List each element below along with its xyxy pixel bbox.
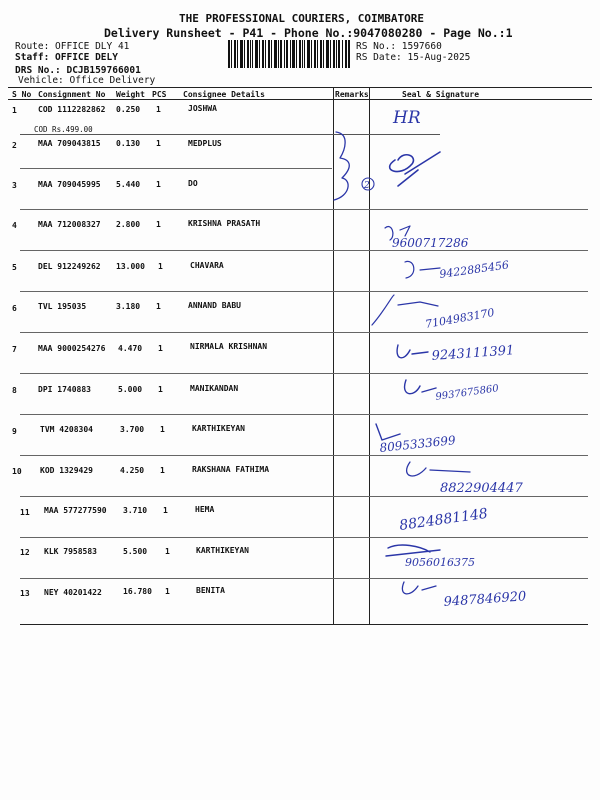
sig-row-11: 8824881148	[398, 505, 489, 534]
row-3-weight: 5.440	[116, 180, 141, 189]
row-8-pcs: 1	[158, 385, 163, 394]
row-8-consignee: MANIKANDAN	[190, 384, 239, 393]
row-12-consignment: KLK 7958583	[44, 547, 97, 556]
company-name: THE PROFESSIONAL COURIERS, COIMBATORE	[179, 12, 425, 25]
row-10-consignment: KOD 1329429	[40, 466, 93, 475]
row-11-pcs: 1	[163, 506, 168, 515]
row-8-consignment: DPI 1740883	[38, 385, 91, 394]
row-5-consignment: DEL 912249262	[38, 262, 101, 271]
route-label: Route: OFFICE DLY 41	[15, 41, 130, 52]
table-top-rule	[8, 87, 592, 88]
staff-label: Staff: OFFICE DELY	[15, 52, 118, 63]
col-weight: Weight	[116, 90, 145, 99]
sig-row-8: 9937675860	[434, 383, 500, 403]
table-bottom-rule	[20, 624, 588, 625]
row-1-consignee: JOSHWA	[188, 104, 217, 113]
row-2-consignment: MAA 709043815	[38, 139, 101, 148]
rs-number: RS No.: 1597660	[356, 41, 442, 52]
row-5-pcs: 1	[158, 262, 163, 271]
row-3-sno: 3	[12, 181, 17, 190]
row-1-weight: 0.250	[116, 105, 141, 114]
sig-row-7: 9243111391	[431, 343, 515, 364]
row-divider	[20, 168, 332, 169]
row-9-weight: 3.700	[120, 425, 145, 434]
row-13-consignee: BENITA	[196, 586, 225, 595]
row-9-sno: 9	[12, 427, 17, 436]
col-remarks: Remarks	[335, 90, 369, 99]
row-4-consignee: KRISHNA PRASATH	[188, 219, 261, 228]
sig-row-12-mark	[386, 545, 440, 556]
row-2-weight: 0.130	[116, 139, 141, 148]
sig-row-13-mark	[402, 582, 436, 594]
row-12-consignee: KARTHIKEYAN	[196, 546, 249, 555]
row-1-pcs: 1	[156, 105, 161, 114]
row-13-pcs: 1	[165, 587, 170, 596]
col-signature: Seal & Signature	[402, 90, 480, 99]
row-10-consignee: RAKSHANA FATHIMA	[192, 465, 270, 474]
row-1-cod-note: COD Rs.499.00	[34, 125, 93, 134]
row-11-weight: 3.710	[123, 506, 148, 515]
row-13-weight: 16.780	[123, 587, 152, 596]
col-pcs: PCS	[152, 90, 167, 99]
row-9-pcs: 1	[160, 425, 165, 434]
sig-row-12: 9056016375	[405, 556, 475, 569]
sig-row-5-mark	[405, 261, 440, 278]
sig-row-7-mark	[397, 345, 428, 358]
row-5-weight: 13.000	[116, 262, 145, 271]
row-2-sno: 2	[12, 141, 17, 150]
sig-row-9-mark	[376, 424, 400, 440]
row-11-sno: 11	[20, 508, 30, 517]
remarks-bracket	[334, 132, 349, 200]
row-7-consignee: NIRMALA KRISHNAN	[190, 342, 268, 351]
col-consignment: Consignment No	[38, 90, 106, 99]
sig-row-10: 8822904447	[440, 481, 523, 496]
row-4-sno: 4	[12, 221, 17, 230]
drs-number: DRS No.: DCJB159766001	[15, 65, 141, 76]
row-6-consignee: ANNAND BABU	[188, 301, 241, 310]
row-11-consignee: HEMA	[195, 505, 215, 514]
barcode	[228, 40, 350, 68]
sig-row-4: 9600717286	[392, 236, 469, 250]
row-7-consignment: MAA 9000254276	[38, 344, 106, 353]
row-6-pcs: 1	[156, 302, 161, 311]
row-12-pcs: 1	[165, 547, 170, 556]
row-12-weight: 5.500	[123, 547, 148, 556]
row-7-weight: 4.470	[118, 344, 143, 353]
row-10-pcs: 1	[160, 466, 165, 475]
remarks-mark: 2	[364, 181, 370, 191]
row-5-consignee: CHAVARA	[190, 261, 224, 270]
vehicle-label: Vehicle: Office Delivery	[18, 75, 156, 86]
row-10-sno: 10	[12, 467, 22, 476]
sig-row-8-mark	[405, 380, 436, 394]
row-4-weight: 2.800	[116, 220, 141, 229]
row-2-pcs: 1	[156, 139, 161, 148]
row-1-sno: 1	[12, 106, 17, 115]
rs-date: RS Date: 15-Aug-2025	[356, 52, 471, 63]
row-4-consignment: MAA 712008327	[38, 220, 101, 229]
sig-row-2	[390, 152, 440, 186]
row-13-sno: 13	[20, 589, 30, 598]
sig-row-1: HR	[393, 108, 421, 128]
row-2-consignee: MEDPLUS	[188, 139, 222, 148]
row-4-pcs: 1	[156, 220, 161, 229]
row-3-consignee: DO	[188, 179, 198, 188]
sig-row-6: 7104983170	[424, 305, 496, 331]
sig-row-9: 8095333699	[378, 433, 457, 455]
sig-row-5: 9422885456	[438, 258, 510, 281]
row-5-sno: 5	[12, 263, 17, 272]
sig-row-13: 9487846920	[443, 589, 527, 610]
row-11-consignment: MAA 577277590	[44, 506, 107, 515]
row-7-sno: 7	[12, 345, 17, 354]
row-6-consignment: TVL 195035	[38, 302, 87, 311]
row-1-consignment: COD 1112282862	[38, 105, 106, 114]
row-3-consignment: MAA 709045995	[38, 180, 101, 189]
row-6-sno: 6	[12, 304, 17, 313]
col-consignee: Consignee Details	[183, 90, 265, 99]
sig-row-10-mark	[407, 462, 470, 476]
row-6-weight: 3.180	[116, 302, 141, 311]
row-8-weight: 5.000	[118, 385, 143, 394]
runsheet-title: Delivery Runsheet - P41 - Phone No.:9047080280 - Page No.:1	[104, 26, 513, 40]
col-sno: S No	[12, 90, 32, 99]
row-12-sno: 12	[20, 548, 30, 557]
row-9-consignee: KARTHIKEYAN	[192, 424, 245, 433]
handwritten-signatures	[330, 100, 590, 620]
row-9-consignment: TVM 4208304	[40, 425, 93, 434]
row-8-sno: 8	[12, 386, 17, 395]
row-10-weight: 4.250	[120, 466, 145, 475]
row-7-pcs: 1	[158, 344, 163, 353]
row-3-pcs: 1	[156, 180, 161, 189]
row-13-consignment: NEY 40201422	[44, 588, 102, 597]
